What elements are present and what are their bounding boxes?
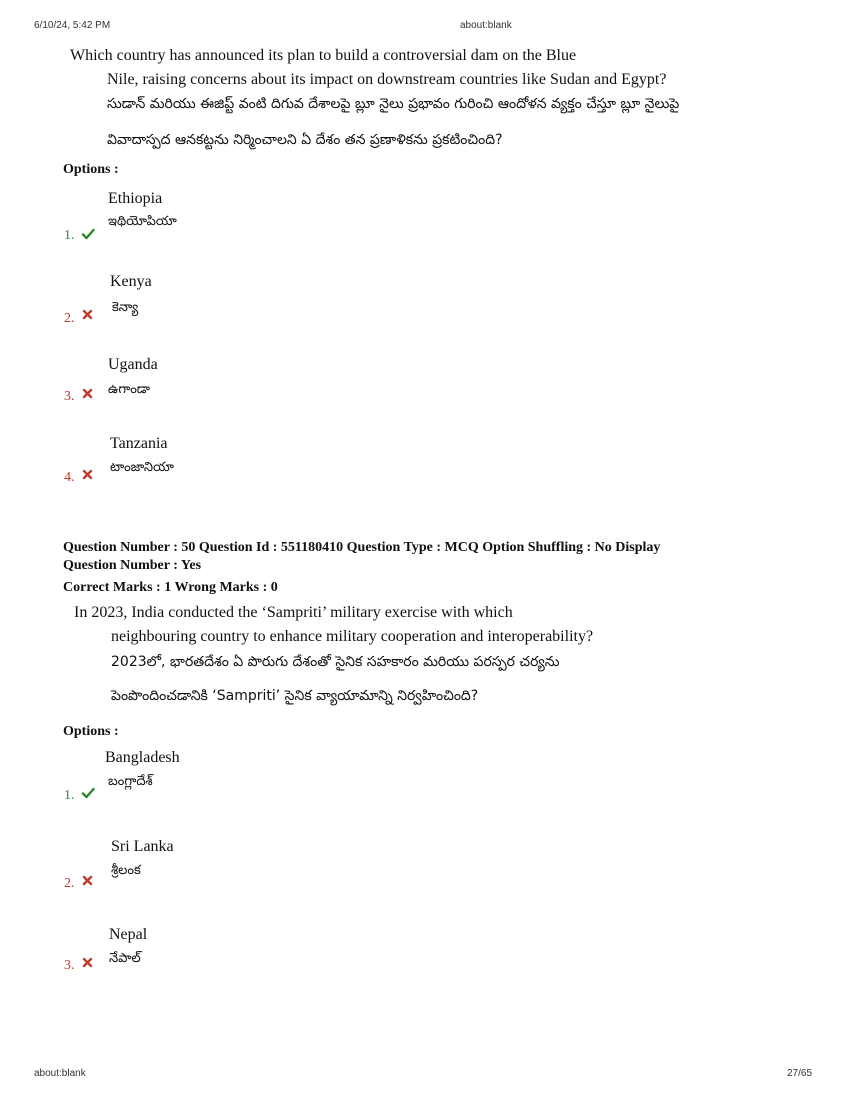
print-footer-url: about:blank bbox=[34, 1068, 86, 1079]
print-page-number: 27/65 bbox=[787, 1068, 813, 1079]
q49-telugu-line1: సుడాన్ మరియు ఈజిప్ట్ వంటి దిగువ దేశాలపై బ్లూ నైలు ప్రభావం గురించి ఆందోళన వ్యక్తం చేస్తూ బ్లూ నైలుపై bbox=[107, 96, 680, 112]
option-number: 1. bbox=[64, 788, 75, 803]
option-telugu: ఇథియోపియా bbox=[108, 214, 177, 229]
option-number: 3. bbox=[64, 389, 75, 404]
q49-telugu-line2: వివాదాస్పద ఆనకట్టను నిర్మించాలని ఏ దేశం తన ప్రణాళికను ప్రకటించింది? bbox=[107, 132, 503, 148]
option-english: Bangladesh bbox=[105, 749, 180, 766]
option-number: 4. bbox=[64, 470, 75, 485]
q50-options-label: Options : bbox=[63, 724, 119, 739]
option-telugu: టాంజానియా bbox=[110, 460, 174, 475]
option-english: Ethiopia bbox=[108, 190, 163, 207]
cross-icon bbox=[82, 309, 93, 320]
option-english: Sri Lanka bbox=[111, 838, 174, 855]
option-english: Nepal bbox=[109, 926, 148, 943]
option-number: 2. bbox=[64, 876, 75, 891]
option-english: Tanzania bbox=[110, 435, 168, 452]
q50-english-line1: In 2023, India conducted the ‘Sampriti’ military exercise with which bbox=[74, 604, 513, 621]
q50-meta-line1: Question Number : 50 Question Id : 551180410 Question Type : MCQ Option Shuffling : No Display bbox=[63, 540, 661, 555]
q50-meta-line3: Correct Marks : 1 Wrong Marks : 0 bbox=[63, 580, 278, 595]
option-telugu: ఉగాండా bbox=[108, 382, 151, 397]
cross-icon bbox=[82, 875, 93, 886]
option-english: Uganda bbox=[108, 356, 158, 373]
q49-options-label: Options : bbox=[63, 162, 119, 177]
option-english: Kenya bbox=[110, 273, 152, 290]
q49-english-line2: Nile, raising concerns about its impact on downstream countries like Sudan and Egypt? bbox=[107, 71, 667, 88]
print-title: about:blank bbox=[460, 20, 512, 31]
q49-english-line1: Which country has announced its plan to build a controversial dam on the Blue bbox=[70, 47, 577, 64]
q50-telugu-line1: 2023లో, భారతదేశం ఏ పొరుగు దేశంతో సైనిక సహకారం మరియు పరస్పర చర్యను bbox=[111, 654, 560, 670]
check-icon bbox=[81, 786, 95, 800]
cross-icon bbox=[82, 388, 93, 399]
option-number: 3. bbox=[64, 958, 75, 973]
option-telugu: బంగ్లాదేశ్ bbox=[108, 774, 153, 789]
option-telugu: కెన్యా bbox=[112, 300, 139, 315]
q50-meta-line2: Question Number : Yes bbox=[63, 558, 202, 573]
option-number: 1. bbox=[64, 228, 75, 243]
cross-icon bbox=[82, 957, 93, 968]
cross-icon bbox=[82, 469, 93, 480]
option-number: 2. bbox=[64, 311, 75, 326]
option-telugu: శ్రీలంక bbox=[111, 863, 141, 878]
print-datetime: 6/10/24, 5:42 PM bbox=[34, 20, 111, 31]
q50-english-line2: neighbouring country to enhance military cooperation and interoperability? bbox=[111, 628, 594, 645]
option-telugu: నేపాల్ bbox=[109, 951, 141, 966]
q50-telugu-line2: పెంపొందించడానికి ‘Sampriti’ సైనిక వ్యాయామాన్ని నిర్వహించింది? bbox=[111, 688, 479, 704]
check-icon bbox=[81, 227, 95, 241]
